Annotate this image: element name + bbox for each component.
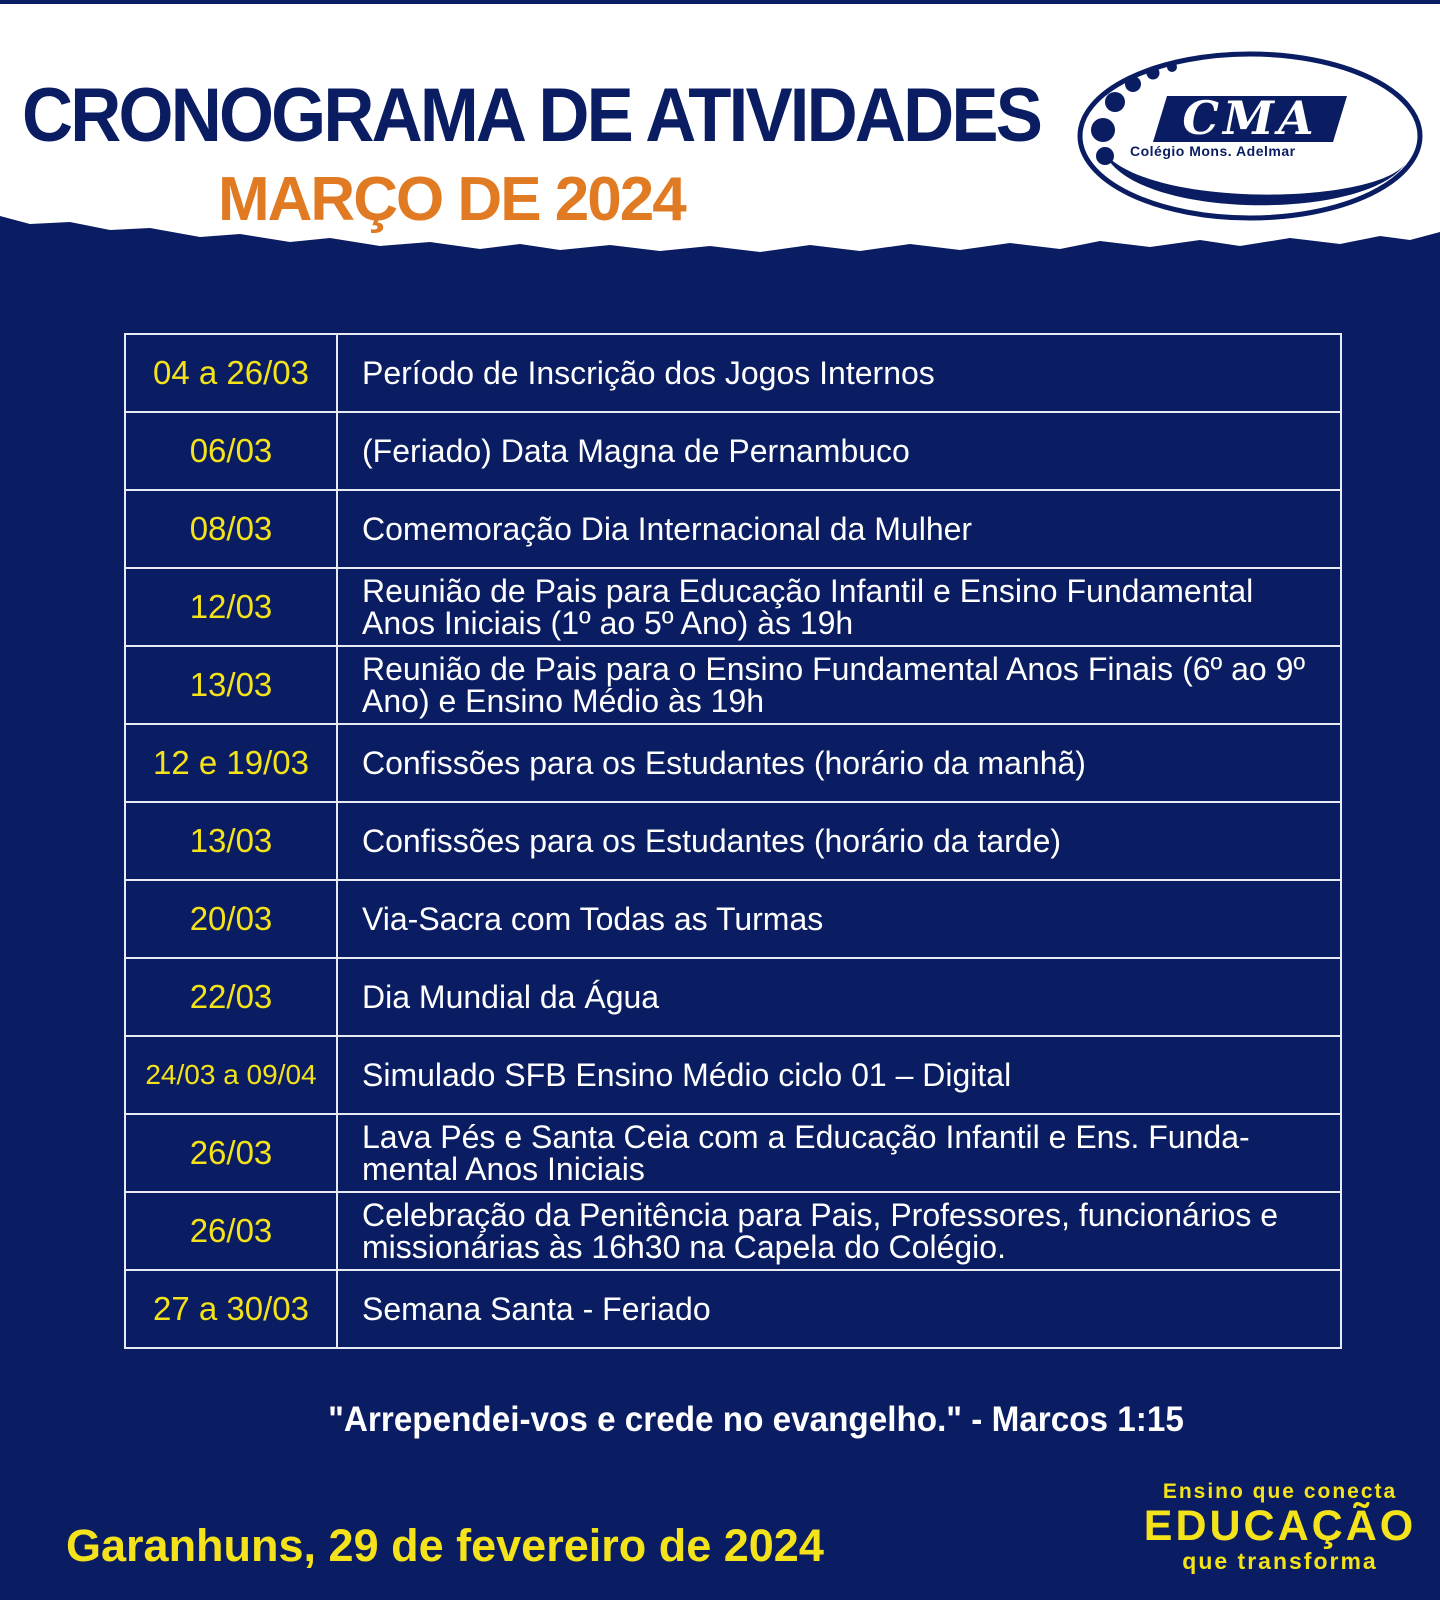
row-date: 24/03 a 09/04: [125, 1036, 337, 1114]
table-row: [125, 412, 1341, 490]
table-row: [125, 1114, 1341, 1192]
slogan-bottom: que transforma: [1182, 1548, 1378, 1574]
slogan: [1130, 1480, 1430, 1575]
row-date: 13/03: [125, 802, 337, 880]
logo-initials: CMA: [1182, 91, 1318, 145]
table-row: [125, 334, 1341, 412]
row-activity: (Feriado) Data Magna de Pernambuco: [337, 412, 1341, 490]
row-activity: Semana Santa - Feriado: [337, 1270, 1341, 1348]
row-activity: Reunião de Pais para Educação Infantil e Ensino Fundamental Anos Iniciais (1º ao 5º Ano) às 19h: [337, 568, 1341, 646]
logo-caption: Colégio Mons. Adelmar: [1130, 143, 1296, 159]
row-activity: Celebração da Penitência para Pais, Professores, funcionários e missionárias às 16h30 na Capela do Colégio.: [337, 1192, 1341, 1270]
table-row: [125, 958, 1341, 1036]
row-date: 22/03: [125, 958, 337, 1036]
row-activity: Dia Mundial da Água: [337, 958, 1341, 1036]
row-date: 27 a 30/03: [125, 1270, 337, 1348]
slogan-top: Ensino que conecta: [1162, 1480, 1398, 1503]
row-activity: Via-Sacra com Todas as Turmas: [337, 880, 1341, 958]
row-activity: Período de Inscrição dos Jogos Internos: [337, 334, 1341, 412]
page-title: CRONOGRAMA DE ATIVIDADES: [22, 73, 1041, 158]
table-row: [125, 802, 1341, 880]
bible-quote: "Arrependei-vos e crede no evangelho." - Marcos 1:15: [328, 1400, 1184, 1439]
table-row: [125, 568, 1341, 646]
row-date: 04 a 26/03: [125, 334, 337, 412]
row-date: 26/03: [125, 1114, 337, 1192]
table-row: [125, 646, 1341, 724]
table-row: [125, 880, 1341, 958]
row-date: 08/03: [125, 490, 337, 568]
table-row: [125, 1192, 1341, 1270]
table-row: [125, 490, 1341, 568]
school-logo: [1075, 44, 1427, 224]
slogan-main: EDUCAÇÃO: [1143, 1502, 1417, 1550]
row-activity: Simulado SFB Ensino Médio ciclo 01 – Digital: [337, 1036, 1341, 1114]
table-row: [125, 1036, 1341, 1114]
table-row: [125, 724, 1341, 802]
row-activity: Lava Pés e Santa Ceia com a Educação Infantil e Ens. Funda-mental Anos Iniciais: [337, 1114, 1341, 1192]
table-row: [125, 1270, 1341, 1348]
place-and-date: Garanhuns, 29 de fevereiro de 2024: [66, 1520, 824, 1571]
schedule-table: [124, 333, 1342, 1349]
row-date: 12/03: [125, 568, 337, 646]
row-date: 13/03: [125, 646, 337, 724]
row-activity: Reunião de Pais para o Ensino Fundamental Anos Finais (6º ao 9º Ano) e Ensino Médio às 19h: [337, 646, 1341, 724]
row-activity: Comemoração Dia Internacional da Mulher: [337, 490, 1341, 568]
row-activity: Confissões para os Estudantes (horário da tarde): [337, 802, 1341, 880]
page-subtitle: MARÇO DE 2024: [218, 165, 685, 234]
row-date: 06/03: [125, 412, 337, 490]
row-date: 20/03: [125, 880, 337, 958]
row-date: 12 e 19/03: [125, 724, 337, 802]
row-date: 26/03: [125, 1192, 337, 1270]
row-activity: Confissões para os Estudantes (horário da manhã): [337, 724, 1341, 802]
